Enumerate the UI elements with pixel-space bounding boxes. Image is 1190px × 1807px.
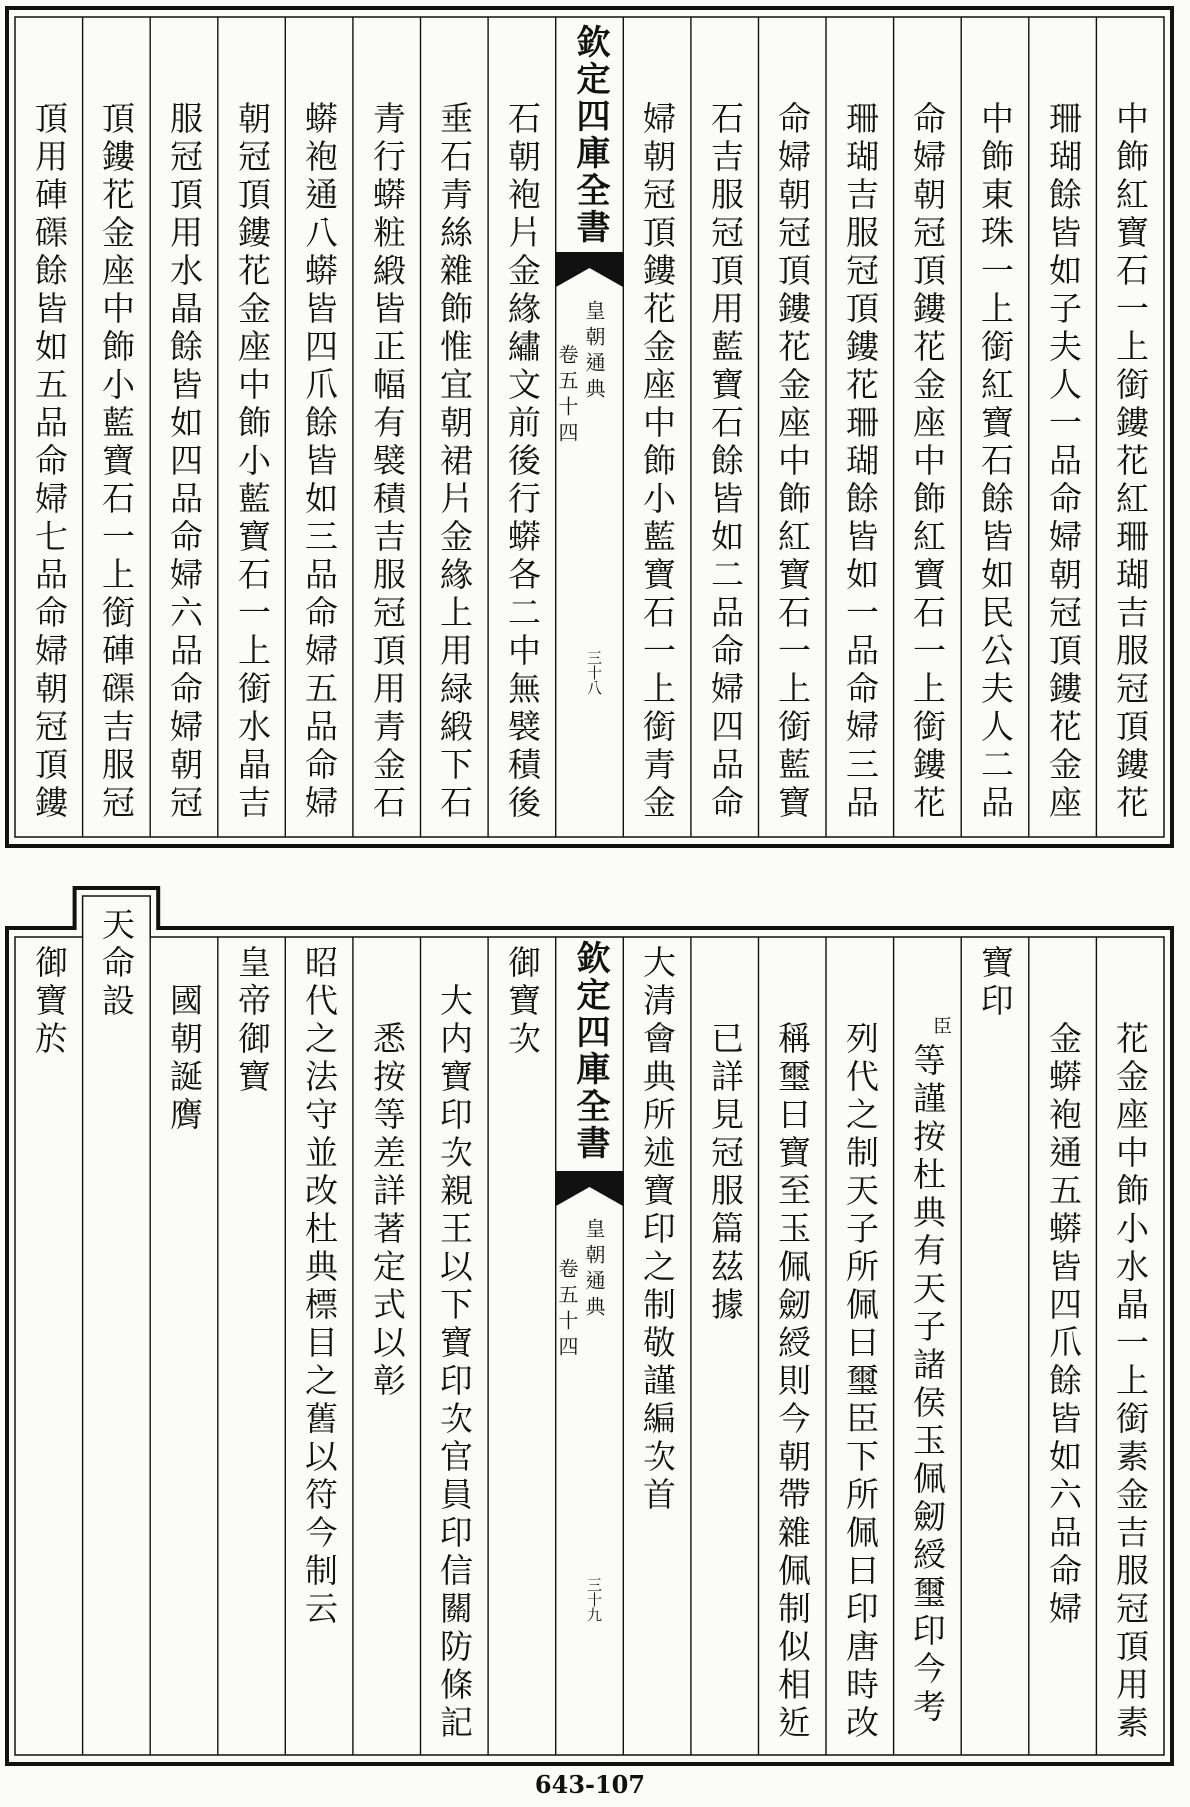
- juan-label: 卷五十四: [555, 1258, 579, 1362]
- text-column: 石朝袍片金緣繡文前後行蟒各二中無襞積後: [503, 101, 542, 823]
- text-column: 昭代之法守並改杜典標目之舊以符今制云: [300, 945, 339, 1629]
- text-column: 垂石青絲雜飾惟宜朝裙片金緣上用緑緞下石: [435, 101, 474, 823]
- text-column: 青行蟒粧緞皆正幅有襞積吉服冠頂用青金石: [368, 101, 407, 823]
- work-title: 皇朝通典: [582, 1218, 606, 1322]
- minister-prefix: 臣: [930, 1016, 952, 1035]
- text-column: 大清會典所述寶印之制敬謹編次首: [638, 945, 677, 1515]
- text-column: 服冠頂用水晶餘皆如四品命婦六品命婦朝冠: [165, 101, 204, 823]
- text-column: 頂用硨磲餘皆如五品命婦七品命婦朝冠頂鏤: [30, 101, 69, 823]
- text-column: 悉按等差詳著定式以彰: [368, 1021, 407, 1401]
- text-column: 稱璽曰寶至玉佩劒綬則今朝帶雜佩制似相近: [773, 1021, 812, 1743]
- text-column: 已詳見冠服篇茲據: [706, 1021, 745, 1325]
- text-column: 中飾紅寶石一上銜鏤花紅珊瑚吉服冠頂鏤花: [1111, 101, 1150, 823]
- text-column: 珊瑚餘皆如子夫人一品命婦朝冠頂鏤花金座: [1044, 101, 1083, 823]
- text-column: 皇帝御寶: [233, 945, 272, 1097]
- text-column: 命婦朝冠頂鏤花金座中飾紅寶石一上銜鏤花: [908, 101, 947, 823]
- text-column: 列代之制天子所佩曰璽臣下所佩曰印唐時改: [841, 1021, 880, 1743]
- book-title: 欽定四庫全書: [570, 940, 610, 1162]
- book-title: 欽定四庫全書: [570, 24, 610, 246]
- folio-number: 三十九: [585, 1577, 603, 1622]
- text-column: 婦朝冠頂鏤花金座中飾小藍寶石一上銜青金: [638, 101, 677, 823]
- text-column: 中飾東珠一上銜紅寶石餘皆如民公夫人二品: [976, 101, 1015, 823]
- text-column: 朝冠頂鏤花金座中飾小藍寶石一上銜水晶吉: [233, 101, 272, 823]
- text-column: 大内寶印次親王以下寶印次官員印信關防條記: [435, 983, 474, 1743]
- lower-fishtail-mark: [556, 1171, 623, 1206]
- section-heading: 寶印: [976, 945, 1015, 1021]
- column-text: 等謹按杜典有天子諸侯玉佩劒綬璽印今考: [908, 1043, 947, 1727]
- raised-text-column: 天命設: [97, 907, 136, 1021]
- text-column: 御寶於: [30, 945, 69, 1059]
- text-column: 御寶次: [503, 945, 542, 1059]
- text-column: 花金座中飾小水晶一上銜素金吉服冠頂用素: [1111, 1021, 1150, 1743]
- text-column: 頂鏤花金座中飾小藍寶石一上銜硨磲吉服冠: [97, 101, 136, 823]
- text-column: 命婦朝冠頂鏤花金座中飾紅寶石一上銜藍寶: [773, 101, 812, 823]
- text-column: 石吉服冠頂用藍寶石餘皆如二品命婦四品命: [706, 101, 745, 823]
- upper-fishtail-mark: [556, 252, 623, 287]
- juan-label: 卷五十四: [555, 344, 579, 448]
- text-column: 國朝誕膺: [165, 983, 204, 1135]
- text-column: 珊瑚吉服冠頂鏤花珊瑚餘皆如一品命婦三品: [841, 101, 880, 823]
- page-number: 643-107: [534, 1770, 646, 1799]
- text-column: 金蟒袍通五蟒皆四爪餘皆如六品命婦: [1044, 1021, 1083, 1629]
- folio-number: 三十八: [585, 650, 603, 695]
- text-column: 蟒袍通八蟒皆四爪餘皆如三品命婦五品命婦: [300, 101, 339, 823]
- work-title: 皇朝通典: [582, 300, 606, 404]
